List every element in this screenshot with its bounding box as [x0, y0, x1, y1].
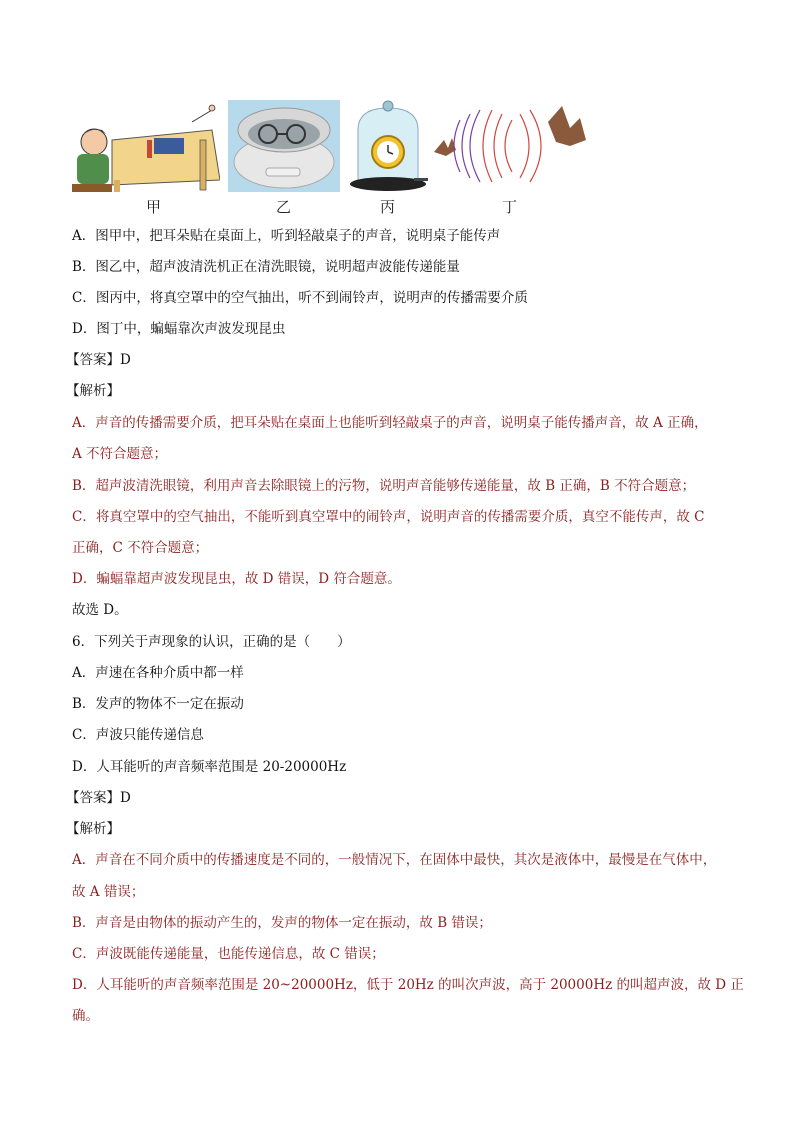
- q5-option-b: B．图乙中，超声波清洗机正在清洗眼镜，说明超声波能传递能量: [72, 259, 460, 275]
- figure-bing-illustration: [348, 100, 428, 192]
- q5-option-c: C．图丙中，将真空罩中的空气抽出，听不到闹铃声，说明声的传播需要介质: [72, 290, 528, 306]
- q6-analysis-line: D．人耳能听的声音频率范围是 20~20000Hz，低于 20Hz 的叫次声波，高于 20000Hz 的叫超声波，故 D 正: [72, 977, 744, 993]
- q6-option-d: D．人耳能听的声音频率范围是 20-20000Hz: [72, 759, 347, 775]
- q5-analysis-line: 正确，C 不符合题意；: [72, 540, 209, 556]
- q5-answer: 【答案】D: [66, 352, 131, 368]
- q6-option-b: B．发声的物体不一定在振动: [72, 696, 244, 712]
- q5-conclusion: 故选 D。: [72, 602, 128, 618]
- figure-jia-illustration: [72, 100, 220, 192]
- figure-caption-yi: 乙: [276, 198, 292, 216]
- q5-analysis-line: D．蝙蝠靠超声波发现昆虫，故 D 错误，D 符合题意。: [72, 571, 401, 587]
- q6-analysis-line: 确。: [72, 1008, 99, 1024]
- q6-analysis-label: 【解析】: [66, 821, 120, 837]
- q5-analysis-line: A．声音的传播需要介质，把耳朵贴在桌面上也能听到轻敲桌子的声音，说明桌子能传播声音，故 A 正确，: [72, 415, 708, 431]
- figure-yi-illustration: [228, 100, 340, 192]
- q5-option-d: D．图丁中，蝙蝠靠次声波发现昆虫: [72, 321, 286, 337]
- figure-ding-illustration: [430, 100, 600, 192]
- q6-stem: 6．下列关于声现象的认识，正确的是（ ）: [72, 634, 351, 650]
- q5-analysis-label: 【解析】: [66, 383, 120, 399]
- q5-analysis-line: A 不符合题意；: [72, 446, 168, 462]
- figure-caption-ding: 丁: [502, 198, 518, 216]
- q6-analysis-line: C．声波既能传递能量，也能传递信息，故 C 错误；: [72, 946, 385, 962]
- q5-analysis-line: B．超声波清洗眼镜，利用声音去除眼镜上的污物，说明声音能够传递能量，故 B 正确，B 不符合题意；: [72, 478, 696, 494]
- q6-option-c: C．声波只能传递信息: [72, 727, 204, 743]
- q6-analysis-line: 故 A 错误；: [72, 884, 145, 900]
- q6-analysis-line: A．声音在不同介质中的传播速度是不同的，一般情况下，在固体中最快，其次是液体中，最慢是在气体中，: [72, 852, 717, 868]
- q6-analysis-line: B．声音是由物体的振动产生的，发声的物体一定在振动，故 B 错误；: [72, 915, 492, 931]
- q6-answer: 【答案】D: [66, 790, 131, 806]
- figure-caption-bing: 丙: [380, 198, 396, 216]
- figure-row: [72, 100, 602, 220]
- q6-option-a: A．声速在各种介质中都一样: [72, 665, 244, 681]
- q5-analysis-line: C．将真空罩中的空气抽出，不能听到真空罩中的闹铃声，说明声音的传播需要介质，真空不能传声，故 C: [72, 509, 705, 525]
- figure-caption-jia: 甲: [146, 198, 162, 216]
- q5-option-a: A．图甲中，把耳朵贴在桌面上，听到轻敲桌子的声音，说明桌子能传声: [72, 228, 501, 244]
